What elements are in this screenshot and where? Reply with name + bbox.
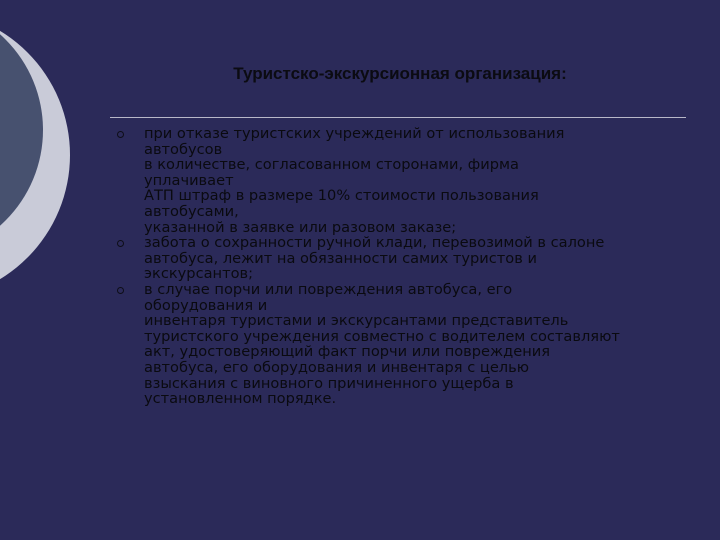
item-text-line: акт, удостоверяющий факт порчи или повреждения xyxy=(144,343,551,361)
bullet-list xyxy=(117,126,692,407)
decorative-circles xyxy=(0,0,80,300)
divider-line xyxy=(110,117,686,118)
item-text-line: экскурсантов; xyxy=(144,265,254,283)
item-text-line: оборудования и xyxy=(144,296,268,314)
list-item-2 xyxy=(117,235,692,282)
item-text-line: в случае порчи или повреждения автобуса, его xyxy=(144,280,513,298)
circle-bullet-icon xyxy=(117,287,124,294)
item-text-line: взыскания с виновного причиненного ущерба в xyxy=(144,374,514,392)
item-text-line: АТП штраф в размере 10% стоимости пользования xyxy=(144,187,539,205)
item-text-line: указанной в заявке или разовом заказе; xyxy=(144,218,457,236)
item-text-line: автобусов xyxy=(144,140,223,158)
item-text-line: туристского учреждения совместно с водителем составляют xyxy=(144,327,620,345)
item-text-line: инвентаря туристами и экскурсантами представитель xyxy=(144,312,569,330)
list-item-3 xyxy=(117,282,692,407)
item-text-line: автобусами, xyxy=(144,202,239,220)
circle-bullet-icon xyxy=(117,131,124,138)
item-text-line: при отказе туристских учреждений от использования xyxy=(144,125,565,142)
list-item-1 xyxy=(117,126,692,235)
circle-bullet-icon xyxy=(117,240,124,247)
slide-title: Туристско-экскурсионная организация: xyxy=(233,64,567,83)
item-text-line: забота о сохранности ручной клади, перевозимой в салоне xyxy=(144,234,605,252)
item-text-line: установленном порядке. xyxy=(144,390,337,408)
item-text-line: в количестве, согласованном сторонами, фирма xyxy=(144,156,519,174)
item-text-line: автобуса, его оборудования и инвентаря с целью xyxy=(144,358,530,376)
item-text-line: автобуса, лежит на обязанности самих туристов и xyxy=(144,249,537,267)
item-text-line: уплачивает xyxy=(144,171,234,189)
